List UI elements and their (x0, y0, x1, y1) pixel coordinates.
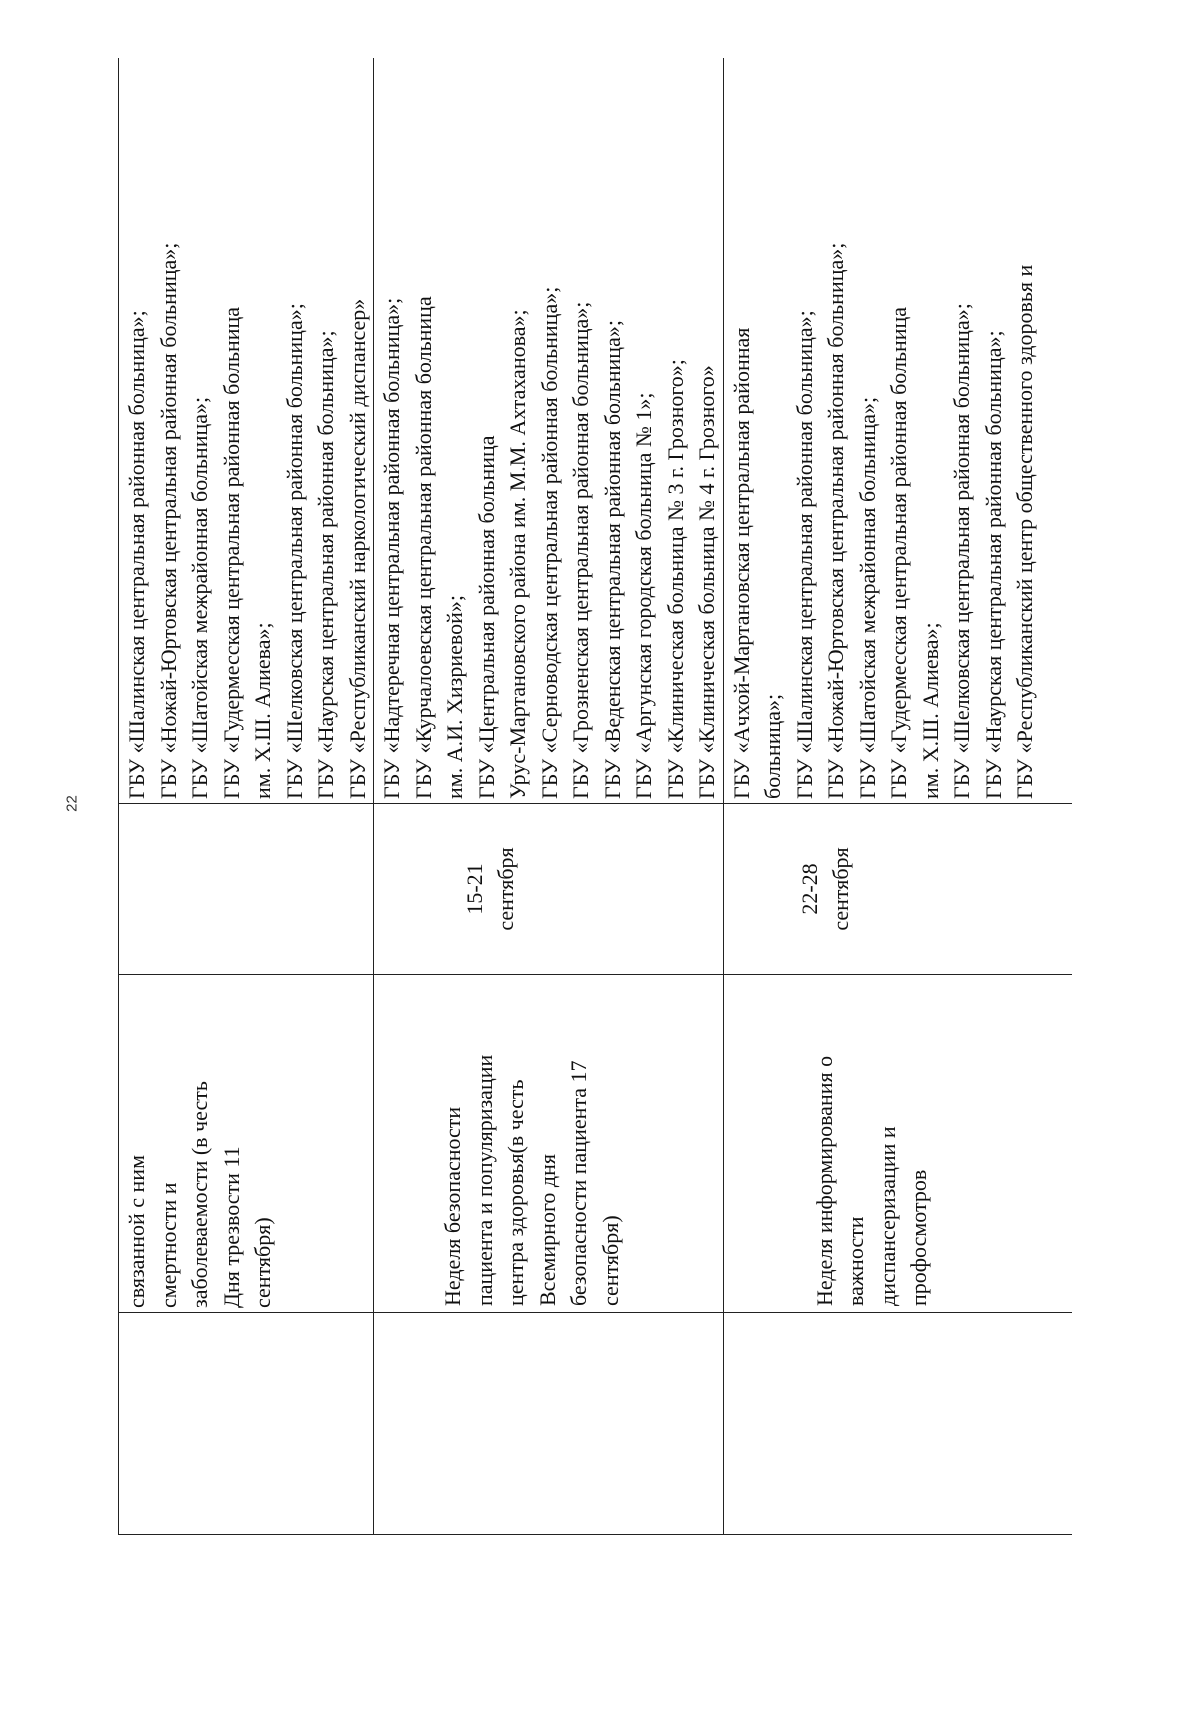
table-row (723, 58, 1072, 1535)
event-cell: связанной с ним смертности и заболеваемости (в честь Дня трезвости 11 сентября) (119, 975, 374, 1313)
participants-cell: ГБУ «Шалинская центральная районная больница»; ГБУ «Ножай-Юртовская центральная районная больница»; ГБУ «Шатойская межрайонная больница»; ГБУ «Гудермесская центральная районная больница им. Х.Ш. Алиева»; ГБУ «Шелковская центральная районная больница»; ГБУ «Наурская центральная районная больница»; ГБУ «Республиканский наркологический диспансер» (119, 58, 374, 804)
participants-cell: ГБУ «Надтеречная центральная районная больница»; ГБУ «Курчалоевская центральная районная больница им. А.И. Хизриевой»; ГБУ «Центральная районная больница Урус-Мартановского района им. М.М. Ахтаханова»; ГБУ «Серноводская центральная районная больница»; ГБУ «Грозненская центральная районная больница»; ГБУ «Веденская центральная районная больница»; ГБУ «Аргунская городская больница № 1»; ГБУ «Клиническая больница № 3 г. Грозного»; ГБУ «Клиническая больница № 4 г. Грозного» (374, 58, 724, 804)
events-table (118, 58, 1072, 1535)
event-cell: Неделя информирования о важности диспансеризации и профосмотров (723, 975, 1072, 1313)
event-cell: Неделя безопасности пациента и популяризации центра здоровья(в честь Всемирного дня безопасности пациента 17 сентября) (374, 975, 724, 1313)
date-cell: 22-28 сентября (723, 804, 1072, 975)
page-number: 22 (63, 795, 81, 812)
participants-cell: ГБУ «Ачхой-Мартановская центральная районная больница»; ГБУ «Шалинская центральная районная больница»; ГБУ «Ножай-Юртовская центральная районная больница»; ГБУ «Шатойская межрайонная больница»; ГБУ «Гудермесская центральная районная больница им. Х.Ш. Алиева»; ГБУ «Шелковская центральная районная больница»; ГБУ «Наурская центральная районная больница»; ГБУ «Республиканский центр общественного здоровья и (723, 58, 1072, 804)
row-number-cell (374, 1313, 724, 1535)
row-number-cell (723, 1313, 1072, 1535)
row-number-cell (119, 1313, 374, 1535)
date-cell (119, 804, 374, 975)
table-row (374, 58, 724, 1535)
table-row (119, 58, 374, 1535)
rotated-table-wrapper (118, 58, 1072, 1535)
date-cell: 15-21 сентября (374, 804, 724, 975)
